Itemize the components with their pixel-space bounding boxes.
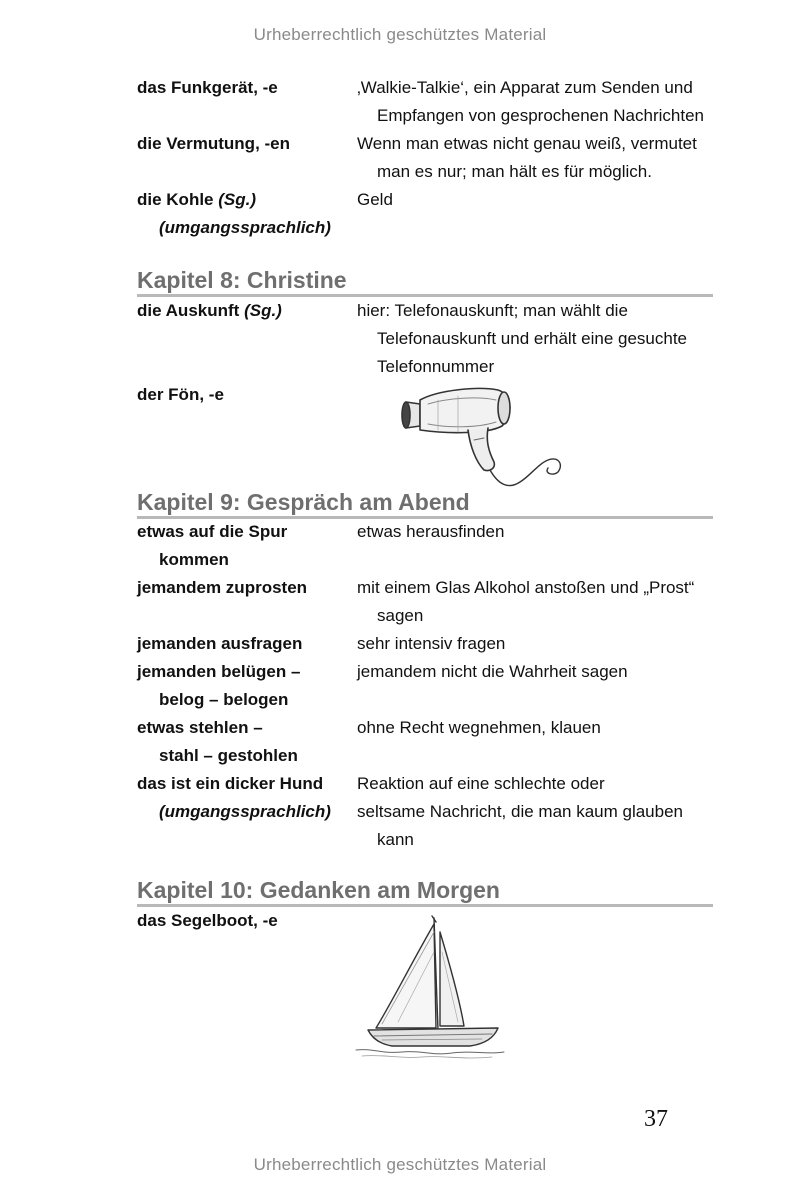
vocab-block-1 bbox=[137, 74, 717, 242]
term: das Funkgerät, -e bbox=[137, 78, 278, 97]
definition: Geld bbox=[357, 190, 393, 209]
term: etwas auf die Spur kommen bbox=[137, 522, 288, 569]
list-item bbox=[137, 770, 717, 854]
list-item bbox=[137, 630, 717, 658]
sailboat-icon bbox=[352, 912, 512, 1062]
term: jemanden belügen – belog – belogen bbox=[137, 662, 301, 709]
definition: ohne Recht wegnehmen, klauen bbox=[357, 718, 601, 737]
list-item bbox=[137, 714, 717, 770]
chapter-heading-9: Kapitel 9: Gespräch am Abend bbox=[137, 488, 713, 519]
term: jemandem zuprosten bbox=[137, 578, 308, 597]
term: etwas stehlen – stahl – gestohlen bbox=[137, 718, 298, 765]
definition: hier: Telefonauskunft; man wählt die Telefonauskunft und erhält eine gesuchte Telefonnummer bbox=[357, 301, 688, 376]
definition: mit einem Glas Alkohol anstoßen und „Prost“ sagen bbox=[357, 578, 695, 625]
term: die Vermutung, -en bbox=[137, 134, 291, 153]
list-item bbox=[137, 297, 717, 381]
vocab-block-9 bbox=[137, 518, 717, 854]
hairdryer-icon bbox=[398, 380, 568, 500]
list-item bbox=[137, 186, 717, 242]
definition: Wenn man etwas nicht genau weiß, vermutet man es nur; man hält es für möglich. bbox=[357, 134, 697, 181]
term: das ist ein dicker Hund (umgangssprachlich) bbox=[137, 774, 331, 821]
chapter-heading-10: Kapitel 10: Gedanken am Morgen bbox=[137, 876, 713, 907]
list-item bbox=[137, 574, 717, 630]
list-item bbox=[137, 74, 717, 130]
definition: etwas herausfinden bbox=[357, 522, 505, 541]
page-number: 37 bbox=[644, 1106, 668, 1132]
chapter-heading-8: Kapitel 8: Christine bbox=[137, 266, 713, 297]
watermark-top: Urheberrechtlich geschütztes Material bbox=[253, 25, 547, 44]
list-item bbox=[137, 130, 717, 186]
term: jemanden ausfragen bbox=[137, 634, 303, 653]
list-item bbox=[137, 658, 717, 714]
term: der Fön, -e bbox=[137, 385, 224, 404]
term: das Segelboot, -e bbox=[137, 911, 278, 930]
definition: jemandem nicht die Wahrheit sagen bbox=[357, 662, 628, 681]
watermark-bottom: Urheberrechtlich geschütztes Material bbox=[253, 1155, 547, 1174]
definition: sehr intensiv fragen bbox=[357, 634, 506, 653]
term: die Auskunft (Sg.) bbox=[137, 301, 282, 320]
definition: ‚Walkie-Talkie‘, ein Apparat zum Senden und Empfangen von gesprochenen Nachrichten bbox=[357, 78, 704, 125]
list-item bbox=[137, 518, 717, 574]
definition: Reaktion auf eine schlechte oder seltsame Nachricht, die man kaum glauben kann bbox=[357, 774, 683, 849]
term: die Kohle (Sg.) (umgangssprachlich) bbox=[137, 190, 331, 237]
